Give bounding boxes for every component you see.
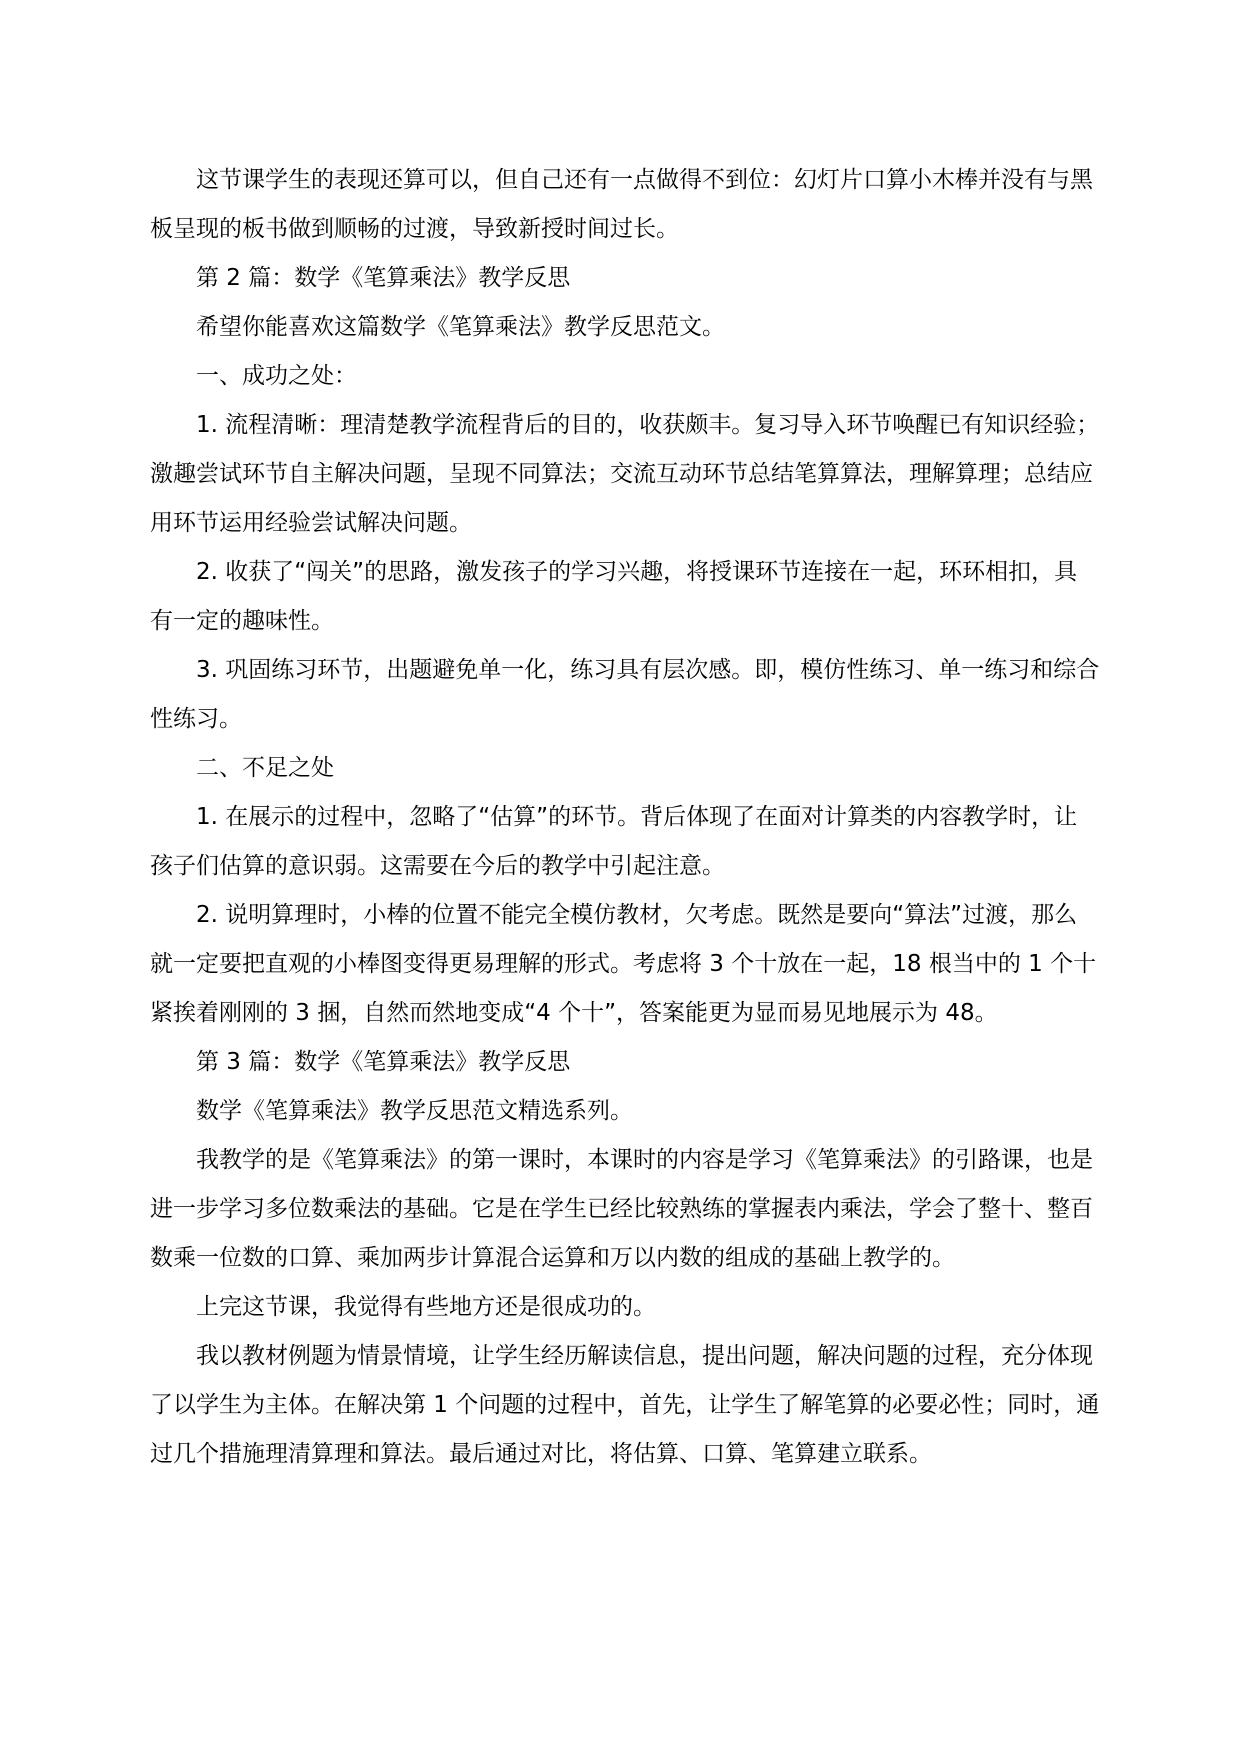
document-body bbox=[150, 156, 1100, 1479]
subheading-shortcomings: 二、不足之处 bbox=[196, 755, 334, 781]
paragraph-intro-2: 希望你能喜欢这篇数学《笔算乘法》教学反思范文。 bbox=[196, 314, 725, 340]
paragraph-3: 上完这节课，我觉得有些地方还是很成功的。 bbox=[196, 1294, 656, 1320]
section-heading-2: 第 2 篇：数学《笔算乘法》教学反思 bbox=[196, 265, 571, 291]
paragraph-2: 我教学的是《笔算乘法》的第一课时，本课时的内容是学习《笔算乘法》的引路课，也是进一步学习多位数乘法的基础。它是在学生已经比较熟练的掌握表内乘法，学会了整十、整百数乘一位数的口算、乘加两步计算混合运算和万以内数的组成的基础上教学的。 bbox=[150, 1147, 1093, 1271]
list-item-3: 3. 巩固练习环节，出题避免单一化，练习具有层次感。即，模仿性练习、单一练习和综合性练习。 bbox=[150, 657, 1100, 732]
list-item-4: 1. 在展示的过程中，忽略了“估算”的环节。背后体现了在面对计算类的内容教学时，让孩子们估算的意识弱。这需要在今后的教学中引起注意。 bbox=[150, 804, 1078, 879]
section-heading-3: 第 3 篇：数学《笔算乘法》教学反思 bbox=[196, 1049, 571, 1075]
paragraph-4: 我以教材例题为情景情境，让学生经历解读信息，提出问题，解决问题的过程，充分体现了以学生为主体。在解决第 1 个问题的过程中，首先，让学生了解笔算的必要必性；同时，通过几个措施理清算理和算法。最后通过对比，将估算、口算、笔算建立联系。 bbox=[150, 1343, 1100, 1467]
paragraph-intro-3: 数学《笔算乘法》教学反思范文精选系列。 bbox=[196, 1098, 633, 1124]
paragraph-1: 这节课学生的表现还算可以，但自己还有一点做得不到位：幻灯片口算小木棒并没有与黑板呈现的板书做到顺畅的过渡，导致新授时间过长。 bbox=[150, 167, 1093, 242]
list-item-2: 2. 收获了“闯关”的思路，激发孩子的学习兴趣，将授课环节连接在一起，环环相扣，具有一定的趣味性。 bbox=[150, 559, 1078, 634]
list-item-5: 2. 说明算理时，小棒的位置不能完全模仿教材，欠考虑。既然是要向“算法”过渡，那么就一定要把直观的小棒图变得更易理解的形式。考虑将 3 个十放在一起，18 根当中的 1 个十紧挨着刚刚的 3 捆，自然而然地变成“4 个十”，答案能更为显而易见地展示为 48。 bbox=[150, 902, 1097, 1026]
list-item-1: 1. 流程清晰：理清楚教学流程背后的目的，收获颇丰。复习导入环节唤醒已有知识经验；激趣尝试环节自主解决问题，呈现不同算法；交流互动环节总结笔算算法，理解算理；总结应用环节运用经验尝试解决问题。 bbox=[150, 412, 1100, 536]
subheading-success: 一、成功之处： bbox=[196, 363, 357, 389]
